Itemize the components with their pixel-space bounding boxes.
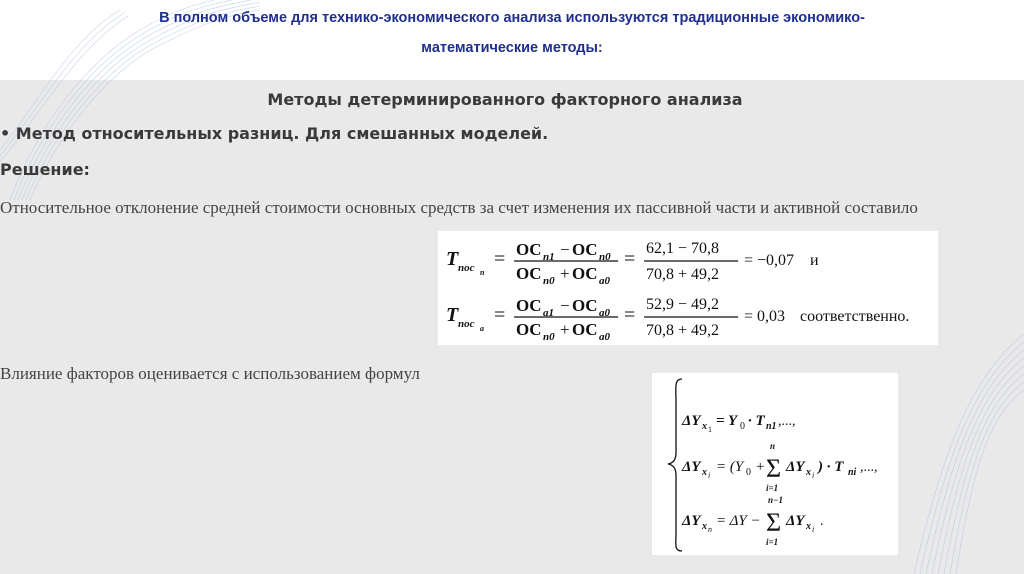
svg-text:,...,: ,..., <box>860 460 878 475</box>
header-line-1: В полном объеме для технико-экономического анализа используются традиционные экономико- <box>159 10 865 26</box>
svg-text:) · T: ) · T <box>818 459 844 475</box>
svg-text:OC: OC <box>572 296 598 315</box>
formula-line-1 <box>681 413 796 434</box>
bullet-method: • Метод относительных разниц. Для смешанных моделей. <box>0 124 549 143</box>
svg-text:=: = <box>624 248 636 270</box>
svg-text:=: = <box>494 304 506 326</box>
svg-text:n0: n0 <box>543 275 555 287</box>
svg-text:соответственно.: соответственно. <box>800 308 910 325</box>
svg-text:OC: OC <box>572 264 598 283</box>
svg-text:ΔY: ΔY <box>786 513 805 529</box>
svg-text:ni: ni <box>848 467 857 478</box>
svg-text:a0: a0 <box>599 331 610 343</box>
svg-text:+: + <box>560 264 570 283</box>
formula-line-3 <box>681 495 824 547</box>
svg-text:пос: пос <box>458 262 475 274</box>
svg-text:x: x <box>702 421 707 432</box>
svg-text:OC: OC <box>572 320 598 339</box>
svg-text:n1: n1 <box>766 421 777 432</box>
svg-text:i=1: i=1 <box>766 537 779 547</box>
svg-text:Σ: Σ <box>766 508 782 537</box>
svg-text:−: − <box>560 296 570 315</box>
svg-text:= −0,07: = −0,07 <box>744 252 795 269</box>
influence-text: Влияние факторов оценивается с использованием формул <box>0 364 420 383</box>
formula-row-passive <box>446 240 819 287</box>
svg-text:i=1: i=1 <box>766 483 779 493</box>
svg-text:= Y: = Y <box>716 413 738 429</box>
svg-text:OC: OC <box>516 320 542 339</box>
svg-text:n: n <box>770 441 776 451</box>
svg-text:ΔY: ΔY <box>682 513 701 529</box>
svg-text:i: i <box>812 471 815 480</box>
svg-text:a0: a0 <box>599 275 610 287</box>
svg-text:OC: OC <box>516 296 542 315</box>
svg-text:OC: OC <box>572 240 598 259</box>
svg-text:i: i <box>812 525 815 534</box>
body-paragraph: Относительное отклонение средней стоимости основных средств за счет изменения их пассивной части и активной составило <box>0 198 918 217</box>
svg-text:= (Y: = (Y <box>716 459 744 475</box>
svg-text:0: 0 <box>740 421 745 432</box>
formula-line-2 <box>681 441 878 493</box>
svg-text:n0: n0 <box>599 251 611 263</box>
svg-text:=: = <box>494 248 506 270</box>
svg-text:0: 0 <box>746 467 751 478</box>
svg-text:52,9 − 49,2: 52,9 − 49,2 <box>646 296 720 313</box>
svg-text:−: − <box>560 240 570 259</box>
svg-text:a1: a1 <box>543 307 554 319</box>
svg-text:70,8 + 49,2: 70,8 + 49,2 <box>646 266 720 283</box>
svg-text:.: . <box>820 514 824 529</box>
svg-text:x: x <box>806 521 811 532</box>
formula-row-active <box>446 296 909 343</box>
svg-text:+: + <box>756 459 765 475</box>
svg-text:62,1 − 70,8: 62,1 − 70,8 <box>646 240 720 257</box>
svg-text:= 0,03: = 0,03 <box>744 308 786 325</box>
svg-text:x: x <box>702 521 707 532</box>
svg-text:,...,: ,..., <box>778 414 796 429</box>
svg-text:T: T <box>446 248 459 270</box>
svg-text:= ΔY −: = ΔY − <box>716 513 761 529</box>
left-brace <box>668 379 682 551</box>
svg-text:п: п <box>480 268 485 277</box>
svg-text:n: n <box>708 525 712 534</box>
header-line-2: математические методы: <box>421 40 603 56</box>
svg-text:и: и <box>810 252 819 269</box>
svg-text:T: T <box>446 304 459 326</box>
svg-text:пос: пос <box>458 318 475 330</box>
solution-label: Решение: <box>0 160 90 179</box>
svg-text:x: x <box>806 467 811 478</box>
svg-text:n1: n1 <box>543 251 555 263</box>
svg-text:· T: · T <box>748 413 765 429</box>
section-title: Методы детерминированного факторного анализа <box>267 90 743 109</box>
svg-text:OC: OC <box>516 240 542 259</box>
formula-relative-deviation <box>438 231 938 345</box>
svg-text:70,8 + 49,2: 70,8 + 49,2 <box>646 322 720 339</box>
svg-text:x: x <box>702 467 707 478</box>
svg-text:Σ: Σ <box>766 454 782 483</box>
svg-text:i: i <box>708 471 711 480</box>
svg-text:n−1: n−1 <box>768 495 783 505</box>
svg-text:n0: n0 <box>543 331 555 343</box>
svg-text:1: 1 <box>708 425 712 434</box>
svg-text:OC: OC <box>516 264 542 283</box>
svg-text:ΔY: ΔY <box>682 413 701 429</box>
svg-text:=: = <box>624 304 636 326</box>
formula-factor-influence <box>652 373 898 555</box>
svg-text:+: + <box>560 320 570 339</box>
svg-text:ΔY: ΔY <box>682 459 701 475</box>
svg-text:a0: a0 <box>599 307 610 319</box>
svg-text:ΔY: ΔY <box>786 459 805 475</box>
svg-text:а: а <box>480 324 484 333</box>
